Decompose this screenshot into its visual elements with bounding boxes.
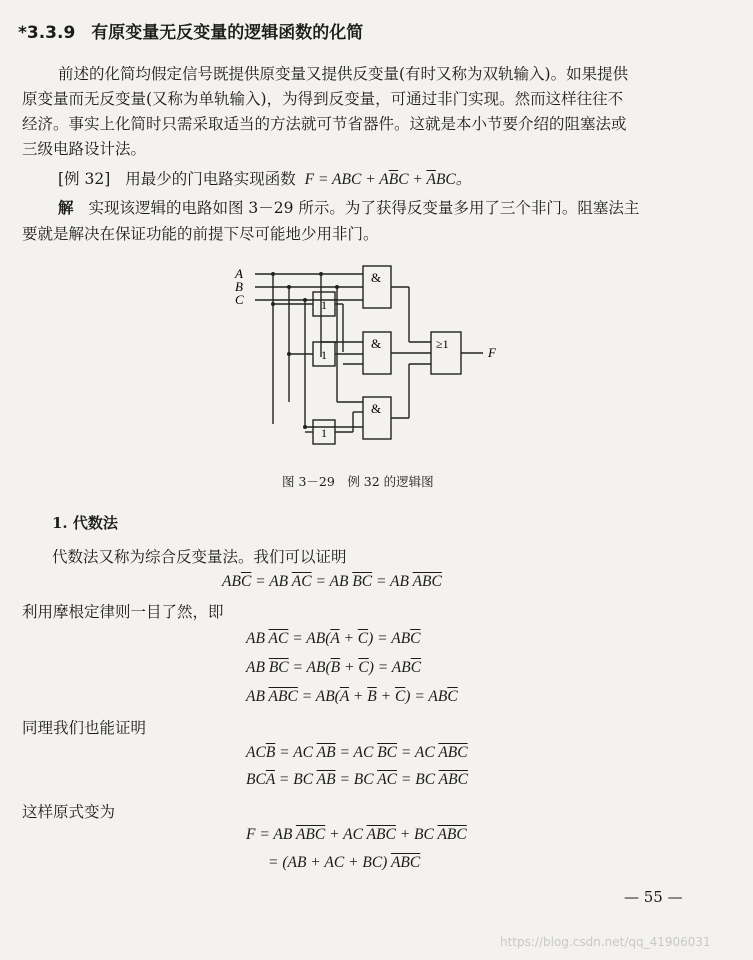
intro-line-3: 经济。事实上化简时只需采取适当的方法就可节省器件。这就是本小节要介绍的阻塞法或 (22, 115, 627, 133)
formula-result-1: F = AB $\overline{ABC}$ + AC $\overline{ABC}$ + BC $\overline{ABC}$ (246, 826, 467, 843)
formula-result-2: = (AB + AC + BC) $\overline{ABC}$ (268, 854, 421, 871)
section-heading (18, 18, 363, 43)
watermark-text: https://blog.csdn.net/qq_41906031 (500, 935, 711, 949)
section-title: 有原变量无反变量的逻辑函数的化简 (91, 23, 364, 43)
output-f-label: F (488, 345, 496, 360)
and-gate-3-label: & (371, 401, 382, 416)
formula-demorgan-2: AB $\overline{BC} = AB(\overline{B} + \overline{C}) = AB\overline{C}$ (246, 659, 422, 676)
formula-identity-1: $AB\overline{C}$ = AB $\overline{AC}$ = AB $\overline{BC}$ = AB $\overline{ABC}$ (222, 573, 442, 590)
input-b-label: B (235, 279, 243, 294)
page-number: — 55 — (624, 888, 683, 906)
solution-line-2: 要就是解决在保证功能的前提下尽可能地少用非门。 (22, 225, 379, 243)
figure-caption: 图 3－29 例 32 的逻辑图 (282, 474, 434, 489)
input-c-label: C (235, 292, 244, 307)
subsection-line-4: 这样原式变为 (22, 803, 116, 821)
formula-demorgan-1: AB $\overline{AC} = AB(\overline{A} + \overline{C}) = AB\overline{C}$ (246, 630, 421, 647)
subsection-line-1: 代数法又称为综合反变量法。我们可以证明 (52, 548, 347, 566)
not-gate-1-label: 1 (321, 298, 327, 312)
subsection-title: 1. 代数法 (52, 514, 118, 532)
intro-line-4: 三级电路设计法。 (22, 140, 147, 158)
subsection-line-2: 利用摩根定律则一目了然，即 (22, 603, 224, 621)
section-number: *3.3.9 (18, 23, 76, 43)
subsection-line-3: 同理我们也能证明 (22, 719, 147, 737)
example-function: F = ABC + $A\overline{B}C + \overline{A}BC$。 (304, 171, 472, 188)
and-gate-1-label: & (371, 270, 382, 285)
example-label: [例 32] (58, 170, 111, 188)
not-gate-2-label: 1 (321, 348, 327, 362)
not-gate-3-label: 1 (321, 426, 327, 440)
intro-line-2: 原变量而无反变量(又称为单轨输入)，为得到反变量，可通过非门实现。然而这样往往不 (22, 90, 624, 108)
example-text: 用最少的门电路实现函数 (125, 170, 296, 188)
input-a-label: A (235, 266, 243, 281)
and-gate-2-label: & (371, 336, 382, 351)
example-line (58, 167, 471, 192)
solution-label: 解 (58, 198, 74, 217)
formula-identity-3: $BC\overline{A}$ = BC $\overline{AB}$ = BC $\overline{AC}$ = BC $\overline{ABC}$ (246, 771, 468, 788)
logic-diagram (225, 262, 515, 462)
intro-line-1: 前述的化简均假定信号既提供原变量又提供反变量(有时又称为双轨输入)。如果提供 (58, 65, 629, 83)
or-gate-label: ≥1 (436, 337, 449, 351)
formula-demorgan-3: AB $\overline{ABC} = AB(\overline{A} + \overline{B} + \overline{C}) = AB\overline{C}$ (246, 688, 458, 705)
solution-line-1: 解 实现该逻辑的电路如图 3－29 所示。为了获得反变量多用了三个非门。阻塞法主 (58, 198, 640, 217)
formula-identity-2: $AC\overline{B}$ = AC $\overline{AB}$ = AC $\overline{BC}$ = AC $\overline{ABC}$ (246, 744, 468, 761)
